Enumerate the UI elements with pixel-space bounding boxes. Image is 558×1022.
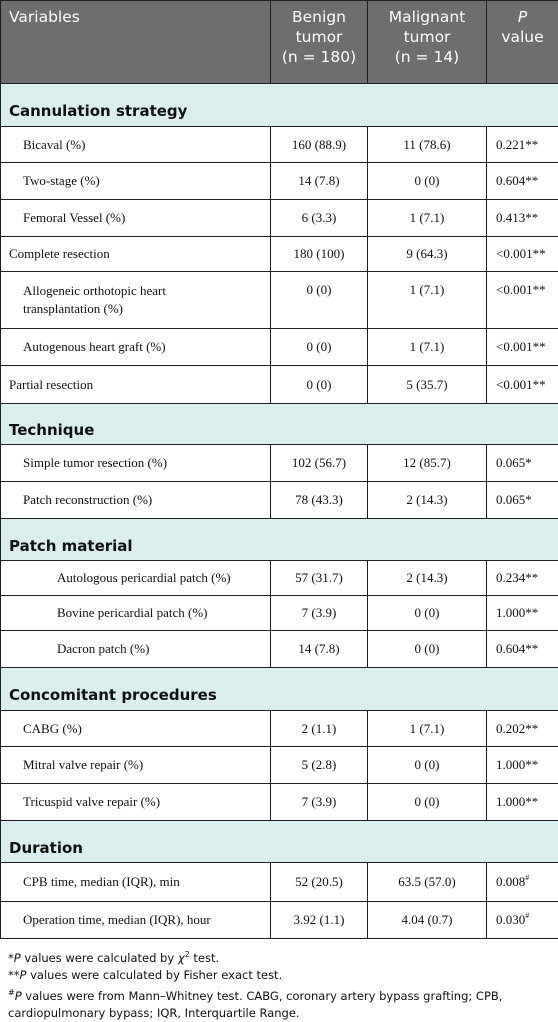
table-row — [1, 200, 558, 237]
row-malignant: 0 (0) — [368, 596, 487, 631]
row-malignant: 1 (7.1) — [368, 200, 487, 237]
footnote-mark: ** — [8, 968, 20, 982]
row-malignant: 11 (78.6) — [368, 127, 487, 163]
footnote-p: P — [15, 989, 22, 1003]
footnote-mann-whitney — [8, 984, 553, 1022]
footnote-mark: * — [8, 951, 14, 965]
footnote-end: test. — [190, 951, 219, 965]
row-benign: 102 (56.7) — [271, 445, 368, 482]
footnote-p: P — [14, 951, 21, 965]
row-benign: 5 (2.8) — [271, 747, 368, 784]
table-row — [1, 902, 558, 939]
header-malignant-n: (n = 14) — [368, 47, 486, 67]
header-benign-n: (n = 180) — [271, 47, 367, 67]
row-p-value: 0.604** — [487, 631, 558, 668]
table-row — [1, 272, 558, 329]
header-benign-line1: Benign — [271, 7, 367, 27]
section-row — [1, 668, 558, 711]
row-malignant: 0 (0) — [368, 163, 487, 200]
row-p-value: 0.202** — [487, 711, 558, 747]
row-malignant: 0 (0) — [368, 784, 487, 821]
table-row — [1, 596, 558, 631]
row-p-value: 0.221** — [487, 127, 558, 163]
footnote-sup: 2 — [185, 950, 190, 959]
row-label: Tricuspid valve repair (%) — [1, 784, 271, 821]
row-p-value: 0.065* — [487, 445, 558, 482]
footnote-mark: # — [8, 988, 15, 997]
header-benign-line2: tumor — [271, 27, 367, 47]
row-label: Bovine pericardial patch (%) — [1, 596, 271, 631]
row-label: Partial resection — [1, 366, 271, 404]
footnote-fisher — [8, 967, 553, 984]
section-cannulation-strategy: Cannulation strategy — [1, 84, 558, 127]
row-label: Autogenous heart graft (%) — [1, 329, 271, 366]
row-benign: 14 (7.8) — [271, 163, 368, 200]
row-label: Femoral Vessel (%) — [1, 200, 271, 237]
row-benign: 0 (0) — [271, 366, 368, 404]
footnote-text: values were calculated by — [21, 951, 178, 965]
row-label: Simple tumor resection (%) — [1, 445, 271, 482]
table-row — [1, 863, 558, 902]
footnote-chi: χ — [178, 951, 185, 965]
row-malignant: 1 (7.1) — [368, 272, 487, 329]
p-value-text: 0.030 — [496, 912, 525, 927]
section-row — [1, 519, 558, 561]
table-row — [1, 482, 558, 519]
header-malignant — [368, 1, 487, 84]
row-malignant: 2 (14.3) — [368, 482, 487, 519]
row-p-value: <0.001** — [487, 237, 558, 272]
section-row — [1, 404, 558, 445]
row-label: Bicaval (%) — [1, 127, 271, 163]
section-duration: Duration — [1, 821, 558, 863]
table-footnotes — [8, 946, 553, 1022]
row-malignant: 0 (0) — [368, 631, 487, 668]
table-row — [1, 237, 558, 272]
row-p-value — [487, 902, 558, 939]
table-row — [1, 329, 558, 366]
header-p-line1: P — [487, 7, 558, 27]
footnote-p: P — [20, 968, 27, 982]
row-benign: 7 (3.9) — [271, 784, 368, 821]
row-p-value: <0.001** — [487, 272, 558, 329]
header-malignant-line1: Malignant — [368, 7, 486, 27]
header-malignant-line2: tumor — [368, 27, 486, 47]
row-malignant: 2 (14.3) — [368, 561, 487, 596]
table-row — [1, 711, 558, 747]
table-row — [1, 127, 558, 163]
row-p-value: 0.234** — [487, 561, 558, 596]
row-label: Complete resection — [1, 237, 271, 272]
row-benign: 7 (3.9) — [271, 596, 368, 631]
section-patch-material: Patch material — [1, 519, 558, 561]
table-row — [1, 747, 558, 784]
row-malignant: 5 (35.7) — [368, 366, 487, 404]
row-malignant: 0 (0) — [368, 747, 487, 784]
p-value-mark: # — [525, 911, 529, 920]
row-benign: 0 (0) — [271, 272, 368, 329]
row-malignant: 12 (85.7) — [368, 445, 487, 482]
row-malignant: 63.5 (57.0) — [368, 863, 487, 902]
row-label: Dacron patch (%) — [1, 631, 271, 668]
row-benign: 2 (1.1) — [271, 711, 368, 747]
footnote-text: values were from Mann–Whitney test. CABG, coronary artery bypass grafting; CPB, cardiopulmonary bypass; IQR, Interquartile Range. — [8, 989, 502, 1020]
row-label-line1: Allogeneic orthotopic heart — [23, 282, 270, 300]
section-concomitant-procedures: Concomitant procedures — [1, 668, 558, 711]
row-label: Autologous pericardial patch (%) — [1, 561, 271, 596]
row-p-value: 1.000** — [487, 747, 558, 784]
row-label: Operation time, median (IQR), hour — [1, 902, 271, 939]
header-variables: Variables — [1, 1, 271, 84]
p-value-mark: # — [525, 873, 529, 882]
row-p-value — [487, 863, 558, 902]
row-p-value: 0.604** — [487, 163, 558, 200]
row-p-value: 1.000** — [487, 596, 558, 631]
table-row — [1, 784, 558, 821]
row-benign: 0 (0) — [271, 329, 368, 366]
row-label: CABG (%) — [1, 711, 271, 747]
header-p-value — [487, 1, 558, 84]
footnote-text: values were calculated by Fisher exact test. — [26, 968, 282, 982]
row-benign: 78 (43.3) — [271, 482, 368, 519]
table-header-row — [1, 1, 558, 84]
table-row — [1, 445, 558, 482]
row-malignant: 1 (7.1) — [368, 711, 487, 747]
header-benign — [271, 1, 368, 84]
table-row — [1, 561, 558, 596]
header-p-line2: value — [487, 27, 558, 47]
footnote-chi-square — [8, 946, 553, 967]
row-malignant: 1 (7.1) — [368, 329, 487, 366]
row-p-value: 0.413** — [487, 200, 558, 237]
p-value-text: 0.008 — [496, 874, 525, 889]
row-p-value: <0.001** — [487, 366, 558, 404]
table-row — [1, 163, 558, 200]
row-benign: 160 (88.9) — [271, 127, 368, 163]
row-label: Patch reconstruction (%) — [1, 482, 271, 519]
table-row — [1, 366, 558, 404]
section-row — [1, 84, 558, 127]
row-p-value: 1.000** — [487, 784, 558, 821]
row-malignant: 4.04 (0.7) — [368, 902, 487, 939]
table-row — [1, 631, 558, 668]
row-p-value: 0.065* — [487, 482, 558, 519]
row-benign: 57 (31.7) — [271, 561, 368, 596]
row-label — [1, 272, 271, 329]
row-benign: 3.92 (1.1) — [271, 902, 368, 939]
row-label: Two-stage (%) — [1, 163, 271, 200]
row-label: Mitral valve repair (%) — [1, 747, 271, 784]
row-label-line2: transplantation (%) — [23, 300, 270, 318]
row-label: CPB time, median (IQR), min — [1, 863, 271, 902]
row-benign: 52 (20.5) — [271, 863, 368, 902]
row-malignant: 9 (64.3) — [368, 237, 487, 272]
row-benign: 6 (3.3) — [271, 200, 368, 237]
row-benign: 14 (7.8) — [271, 631, 368, 668]
row-p-value: <0.001** — [487, 329, 558, 366]
row-benign: 180 (100) — [271, 237, 368, 272]
section-technique: Technique — [1, 404, 558, 445]
section-row — [1, 821, 558, 863]
